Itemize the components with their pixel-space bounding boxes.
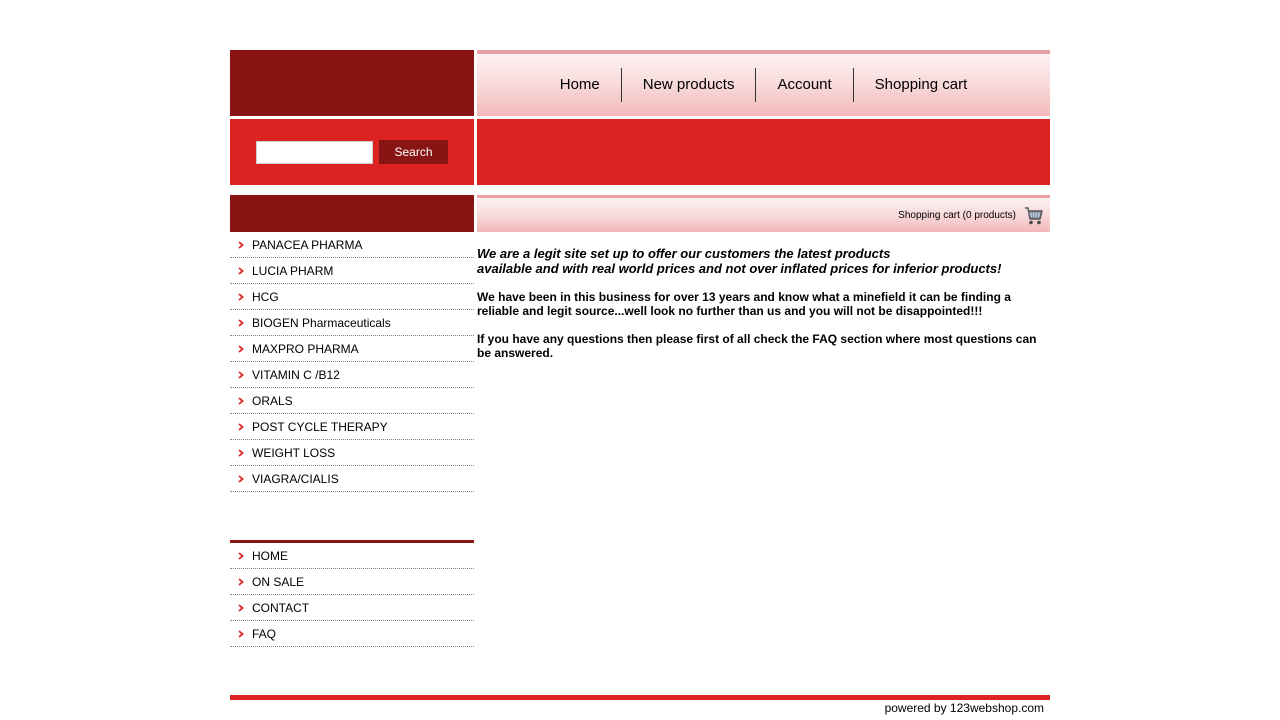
category-item[interactable] — [230, 466, 474, 492]
info-menu-label: ON SALE — [252, 574, 305, 589]
chevron-right-icon — [230, 397, 252, 405]
category-item[interactable] — [230, 362, 474, 388]
intro-text — [477, 246, 1050, 276]
category-label: VIAGRA/CIALIS — [252, 471, 339, 486]
category-label: LUCIA PHARM — [252, 263, 334, 278]
chevron-right-icon — [230, 371, 252, 379]
cart-bar — [477, 195, 1050, 232]
shopping-cart-icon[interactable] — [1022, 203, 1044, 227]
category-label: HCG — [252, 289, 279, 304]
category-label: PANACEA PHARMA — [252, 237, 363, 252]
logo-area — [230, 50, 474, 116]
chevron-right-icon — [230, 475, 252, 483]
main-content — [477, 246, 1050, 360]
category-item[interactable] — [230, 232, 474, 258]
chevron-right-icon — [230, 319, 252, 327]
chevron-right-icon — [230, 578, 252, 586]
info-menu-item[interactable] — [230, 569, 474, 595]
category-menu — [230, 232, 474, 492]
info-menu-item[interactable] — [230, 621, 474, 647]
info-menu-label: CONTACT — [252, 600, 310, 615]
info-menu-label: FAQ — [252, 626, 277, 641]
footer-powered-by[interactable]: powered by 123webshop.com — [884, 701, 1044, 715]
intro-line: We are a legit site set up to offer our customers the latest products — [477, 246, 891, 261]
info-menu-item[interactable] — [230, 543, 474, 569]
category-label: MAXPRO PHARMA — [252, 341, 359, 356]
about-paragraph: We have been in this business for over 13 years and know what a minefield it can be finding a reliable and legit source...well look no further than us and you will not be disappointed!!! — [477, 290, 1011, 318]
chevron-right-icon — [230, 604, 252, 612]
category-item[interactable] — [230, 336, 474, 362]
top-navigation — [477, 50, 1050, 116]
category-item[interactable] — [230, 388, 474, 414]
chevron-right-icon — [230, 552, 252, 560]
search-button[interactable]: Search — [379, 140, 448, 164]
category-label: VITAMIN C /B12 — [252, 367, 340, 382]
nav-shopping-cart[interactable]: Shopping cart — [874, 76, 968, 93]
chevron-right-icon — [230, 345, 252, 353]
category-item[interactable] — [230, 414, 474, 440]
cart-summary[interactable]: Shopping cart (0 products) — [898, 209, 1016, 221]
chevron-right-icon — [230, 423, 252, 431]
chevron-right-icon — [230, 267, 252, 275]
search-input[interactable] — [256, 141, 373, 164]
category-label: BIOGEN Pharmaceuticals — [252, 315, 391, 330]
chevron-right-icon — [230, 293, 252, 301]
category-label: POST CYCLE THERAPY — [252, 419, 388, 434]
category-label: WEIGHT LOSS — [252, 445, 336, 460]
banner — [477, 119, 1050, 185]
nav-home[interactable]: Home — [559, 76, 600, 93]
intro-line: available and with real world prices and not over inflated prices for inferior products! — [477, 261, 1002, 276]
faq-paragraph: If you have any questions then please first of all check the FAQ section where most questions can be answered. — [477, 332, 1037, 360]
chevron-right-icon — [230, 630, 252, 638]
chevron-right-icon — [230, 241, 252, 249]
chevron-right-icon — [230, 449, 252, 457]
category-item[interactable] — [230, 310, 474, 336]
category-item[interactable] — [230, 284, 474, 310]
search-area — [230, 119, 474, 185]
category-label: ORALS — [252, 393, 293, 408]
nav-account[interactable]: Account — [777, 76, 832, 93]
info-menu-item[interactable] — [230, 595, 474, 621]
category-item[interactable] — [230, 258, 474, 284]
nav-new-products[interactable]: New products — [642, 76, 735, 93]
category-item[interactable] — [230, 440, 474, 466]
footer-divider — [230, 695, 1050, 700]
page-wrapper — [230, 50, 1050, 720]
info-menu — [230, 540, 474, 647]
categories-header — [230, 195, 474, 232]
info-menu-label: HOME — [252, 548, 288, 563]
